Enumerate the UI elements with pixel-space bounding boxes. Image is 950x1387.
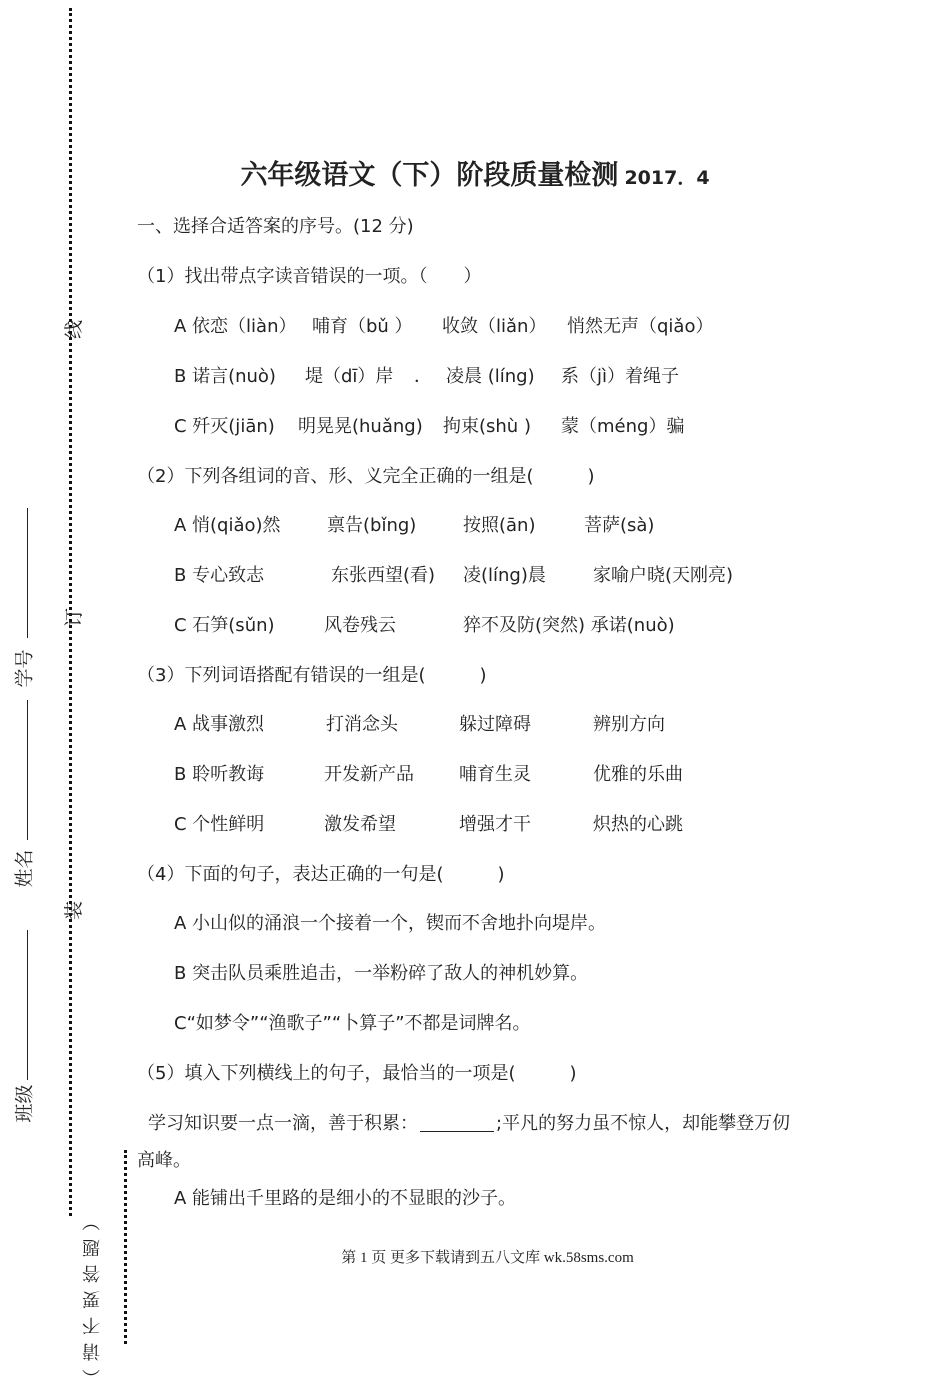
q1-option-c-1: C 歼灭(jiān): [174, 416, 275, 437]
question-3-stem: （3）下列词语搭配有错误的一组是( ): [137, 665, 487, 686]
q4-option-c: C“如梦令”“渔歌子”“卜算子”不都是词牌名。: [174, 1013, 531, 1034]
q2-option-c-2: 风卷残云: [324, 615, 396, 636]
q1-option-b-1: B 诺言(nuò): [174, 366, 276, 387]
q1-option-c-4: 蒙（méng）骗: [561, 416, 685, 437]
name-label: 姓名: [13, 849, 36, 888]
q5-passage-continued: 高峰。: [137, 1150, 191, 1171]
q5-passage: [148, 1109, 790, 1135]
q2-option-a-1: A 悄(qiǎo)然: [174, 515, 281, 536]
q5-passage-before: 学习知识要一点一滴，善于积累：: [148, 1113, 418, 1134]
q3-option-b-1: B 聆听教诲: [174, 764, 265, 785]
student-number-label: 学号: [13, 649, 36, 688]
title-date: 2017．4: [624, 167, 710, 189]
q2-option-b-4: 家喻户晓(天刚亮): [593, 565, 734, 586]
q3-option-b-2: 开发新产品: [324, 764, 414, 785]
student-number-field-line: [27, 508, 28, 638]
q2-option-c-1: C 石笋(sǔn): [174, 615, 275, 636]
question-2-stem: （2）下列各组词的音、形、义完全正确的一组是( ): [137, 466, 595, 487]
q3-option-b-4: 优雅的乐曲: [593, 764, 683, 785]
q5-option-a: A 能铺出千里路的是细小的不显眼的沙子。: [174, 1188, 517, 1209]
do-not-answer-note: （请不要答题）: [82, 1205, 103, 1387]
q1-option-a-3: 收敛（liǎn）: [442, 316, 547, 337]
question-4-stem: （4）下面的句子，表达正确的一句是( ): [137, 864, 505, 885]
q5-passage-after: ;平凡的努力虽不惊人，却能攀登万仞: [496, 1113, 791, 1134]
q2-option-a-2: 禀告(bǐng): [327, 515, 417, 536]
q2-option-a-3: 按照(ān): [463, 515, 536, 536]
question-1-stem: （1）找出带点字读音错误的一项。（ ）: [137, 266, 482, 287]
q1-option-c-3: 拘束(shù ): [443, 416, 531, 437]
q1-option-b-2: 堤（dī）岸: [305, 366, 394, 387]
q2-option-b-1: B 专心致志: [174, 565, 265, 586]
q3-option-c-3: 增强才干: [459, 814, 531, 835]
q1-option-b-4: 系（jì）着绳子: [561, 366, 680, 387]
class-label: 班级: [13, 1084, 36, 1123]
page-title: [0, 153, 950, 192]
q1-option-b-3: 凌晨 (líng): [446, 366, 535, 387]
section-heading: 一、选择合适答案的序号。(12 分): [137, 216, 414, 237]
binding-label-zhuang: 装: [63, 900, 86, 921]
q2-option-c-3: 猝不及防(突然) 承诺(nuò): [463, 615, 675, 636]
class-field-line: [27, 930, 28, 1080]
binding-label-xian: 线: [63, 319, 86, 340]
q3-option-a-1: A 战事激烈: [174, 714, 265, 735]
q3-option-c-2: 激发希望: [324, 814, 396, 835]
page-footer: 第 1 页 更多下载请到五八文库 wk.58sms.com: [341, 1250, 634, 1266]
q1-option-a-1: A 依恋（liàn）: [174, 316, 297, 337]
q3-option-c-4: 炽热的心跳: [593, 814, 683, 835]
q1-option-a-2: 哺育（bǔ ）: [312, 316, 413, 337]
q4-option-a: A 小山似的涌浪一个接着一个，锲而不舍地扑向堤岸。: [174, 913, 607, 934]
q3-option-a-3: 躲过障碍: [459, 714, 531, 735]
name-field-line: [27, 700, 28, 840]
q2-option-b-3: 凌(líng)晨: [463, 565, 546, 586]
q5-answer-blank: [420, 1113, 494, 1132]
q4-option-b: B 突击队员乘胜追击，一举粉碎了敌人的神机妙算。: [174, 963, 589, 984]
q3-option-c-1: C 个性鲜明: [174, 814, 265, 835]
q3-option-b-3: 哺育生灵: [459, 764, 531, 785]
q1-option-a-4: 悄然无声（qiǎo）: [567, 316, 714, 337]
binding-label-ding: 订: [63, 607, 86, 628]
q1-option-c-2: 明晃晃(huǎng): [298, 416, 423, 437]
q2-option-b-2: 东张西望(看): [331, 565, 436, 586]
q3-option-a-2: 打消念头: [326, 714, 398, 735]
q3-option-a-4: 辨别方向: [593, 714, 665, 735]
title-main: 六年级语文（下）阶段质量检测: [240, 160, 619, 191]
question-5-stem: （5）填入下列横线上的句子，最恰当的一项是( ): [137, 1063, 577, 1084]
q1-option-b-dot: ．: [414, 366, 432, 387]
q2-option-a-4: 菩萨(sà): [584, 515, 655, 536]
